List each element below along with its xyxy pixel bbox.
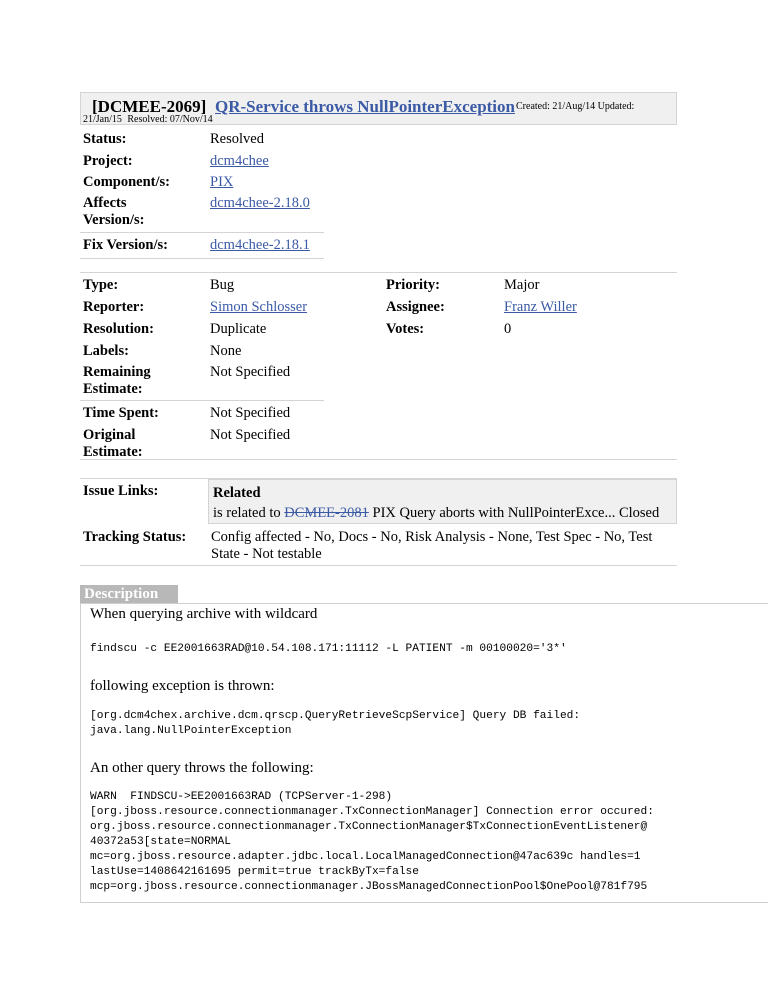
- original-estimate-label-1: Original: [83, 427, 136, 443]
- time-spent-label: Time Spent:: [83, 405, 159, 421]
- linked-issue-row: [213, 505, 659, 522]
- project-label: Project:: [83, 153, 133, 169]
- tracking-status-line2: State - Not testable: [211, 546, 322, 562]
- linked-issue-summary: PIX Query aborts with NullPointerExce...: [372, 505, 616, 521]
- reporter-label: Reporter:: [83, 299, 145, 315]
- type-value: Bug: [210, 277, 235, 293]
- divider: [80, 400, 324, 401]
- issue-links-label: Issue Links:: [83, 483, 159, 499]
- labels-value: None: [210, 343, 242, 359]
- labels-label: Labels:: [83, 343, 129, 359]
- time-spent-value: Not Specified: [210, 405, 291, 421]
- divider: [80, 232, 324, 233]
- priority-label: Priority:: [386, 277, 440, 293]
- link-prefix: is related to: [213, 505, 281, 521]
- link-group-title: Related: [213, 485, 261, 501]
- code-line: org.jboss.resource.connectionmanager.TxConnectionManager$TxConnectionEventListener@: [90, 821, 648, 833]
- original-estimate-value: Not Specified: [210, 427, 291, 443]
- tracking-status-line1: Config affected - No, Docs - No, Risk Analysis - None, Test Spec - No, Test: [211, 529, 653, 545]
- code-line: [org.dcm4chex.archive.dcm.qrscp.QueryRetrieveScpService] Query DB failed:: [90, 710, 581, 722]
- remaining-estimate-label-2: Estimate:: [83, 381, 143, 397]
- original-estimate-label-2: Estimate:: [83, 444, 143, 460]
- status-label: Status:: [83, 131, 127, 147]
- reporter-link[interactable]: Simon Schlosser: [210, 299, 308, 315]
- code-line: findscu -c EE2001663RAD@10.54.108.171:11112 -L PATIENT -m 00100020='3*': [90, 643, 567, 655]
- description-paragraph: following exception is thrown:: [90, 678, 275, 694]
- description-paragraph: An other query throws the following:: [90, 760, 314, 776]
- updated-date: 21/Jan/15: [83, 114, 122, 125]
- code-line: WARN FINDSCU->EE2001663RAD (TCPServer-1-298): [90, 791, 393, 803]
- votes-label: Votes:: [386, 321, 425, 337]
- issue-header: [80, 92, 677, 125]
- code-line: mcp=org.jboss.resource.connectionmanager.JBossManagedConnectionPool$OnePool@781f795: [90, 881, 648, 893]
- code-line: [org.jboss.resource.connectionmanager.TxConnectionManager] Connection error occured:: [90, 806, 654, 818]
- description-tab: Description: [80, 585, 178, 604]
- description-paragraph: When querying archive with wildcard: [90, 606, 318, 622]
- code-line: mc=org.jboss.resource.adapter.jdbc.local.LocalManagedConnection@47ac639c handles=1: [90, 851, 641, 863]
- resolution-value: Duplicate: [210, 321, 267, 337]
- tracking-status-label: Tracking Status:: [83, 529, 187, 545]
- issue-links-box: [208, 479, 677, 524]
- details-table: [80, 272, 677, 460]
- remaining-estimate-value: Not Specified: [210, 364, 291, 380]
- assignee-label: Assignee:: [386, 299, 445, 315]
- divider: [80, 258, 324, 259]
- resolution-label: Resolution:: [83, 321, 154, 337]
- issue-title-link[interactable]: QR-Service throws NullPointerException: [215, 97, 515, 116]
- code-line: 40372a53[state=NORMAL: [90, 836, 231, 848]
- type-label: Type:: [83, 277, 119, 293]
- affects-version-link[interactable]: dcm4chee-2.18.0: [210, 195, 310, 211]
- code-line: java.lang.NullPointerException: [90, 725, 292, 737]
- issue-key: [DCMEE-2069]: [92, 97, 207, 116]
- project-link[interactable]: dcm4chee: [210, 153, 269, 169]
- linked-issue-status: Closed: [618, 505, 660, 521]
- affects-version-label-2: Version/s:: [83, 212, 145, 228]
- priority-value: Major: [504, 277, 540, 293]
- votes-value: 0: [504, 321, 512, 337]
- resolved-date: Resolved: 07/Nov/14: [127, 114, 213, 125]
- component-label: Component/s:: [83, 174, 171, 190]
- linked-issue-link[interactable]: DCMEE-2081: [284, 505, 369, 521]
- component-link[interactable]: PIX: [210, 174, 234, 190]
- dates-line: [83, 114, 216, 125]
- affects-version-label-1: Affects: [83, 195, 127, 211]
- code-line: lastUse=1408642161695 permit=true trackByTx=false: [90, 866, 419, 878]
- remaining-estimate-label-1: Remaining: [83, 364, 151, 380]
- status-value: Resolved: [210, 131, 264, 147]
- fix-version-label: Fix Version/s:: [83, 237, 168, 253]
- assignee-link[interactable]: Franz Willer: [504, 299, 577, 315]
- created-date: Created: 21/Aug/14 Updated:: [516, 101, 635, 112]
- fix-version-link[interactable]: dcm4chee-2.18.1: [210, 237, 310, 253]
- divider: [80, 565, 677, 566]
